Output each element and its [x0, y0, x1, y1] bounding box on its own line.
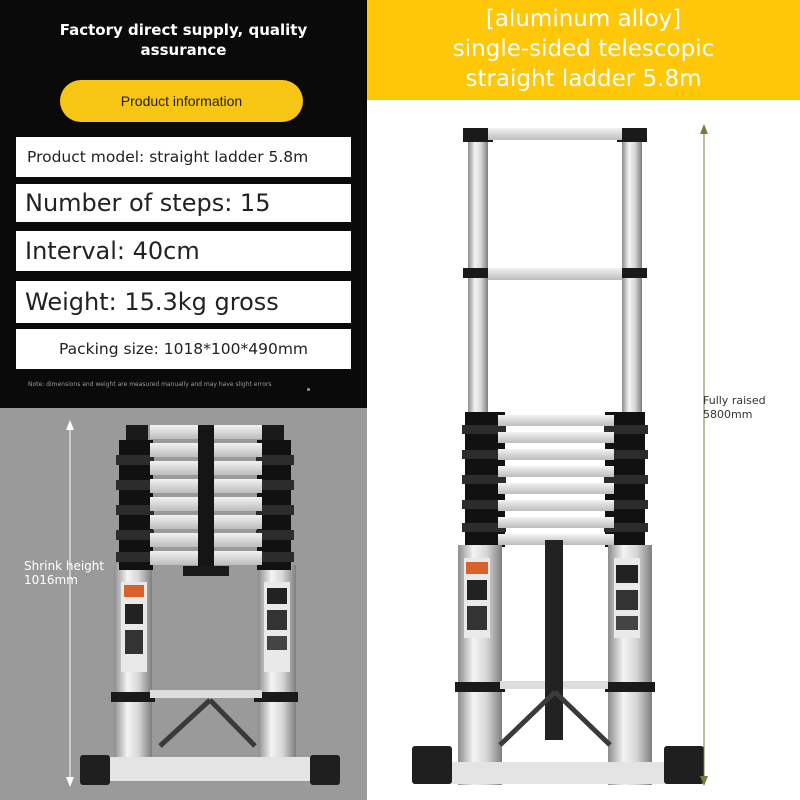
title-line1: [aluminum alloy] [485, 6, 682, 32]
collapsed-right-rail [254, 425, 298, 780]
collapsed-rungs [150, 425, 262, 746]
collapsed-feet [80, 755, 340, 785]
extended-ladder [412, 128, 704, 785]
shrink-height-label [24, 559, 104, 587]
fully-raised-text: Fully raised [703, 394, 766, 407]
title-line3: straight ladder 5.8m [465, 66, 702, 92]
shrink-height-arrow [66, 420, 74, 787]
shrink-height-text: Shrink height [24, 559, 105, 573]
spec-model: Product model: straight ladder 5.8m [27, 148, 309, 166]
title-line2: single-sided telescopic [452, 36, 715, 62]
fully-raised-value: 5800mm [703, 408, 753, 421]
fully-raised-label [703, 394, 766, 422]
left-heading-line1: Factory direct supply, quality [59, 21, 308, 39]
spec-steps: Number of steps: 15 [25, 189, 271, 217]
fully-raised-arrow [700, 124, 708, 786]
left-heading-line2: assurance [140, 41, 227, 59]
spec-packing: Packing size: 1018*100*490mm [58, 340, 309, 358]
spec-weight: Weight: 15.3kg gross [25, 288, 279, 316]
spec-interval: Interval: 40cm [25, 237, 200, 265]
extended-rungs [488, 128, 622, 745]
product-information-button[interactable]: Product information [60, 80, 303, 122]
collapsed-ladder [80, 425, 340, 785]
extended-feet [412, 746, 704, 784]
collapsed-left-rail [111, 425, 155, 780]
measurement-note: Note: dimensions and weight are measured manually and may have slight errors [28, 381, 272, 388]
shrink-height-value: 1016mm [24, 573, 78, 587]
